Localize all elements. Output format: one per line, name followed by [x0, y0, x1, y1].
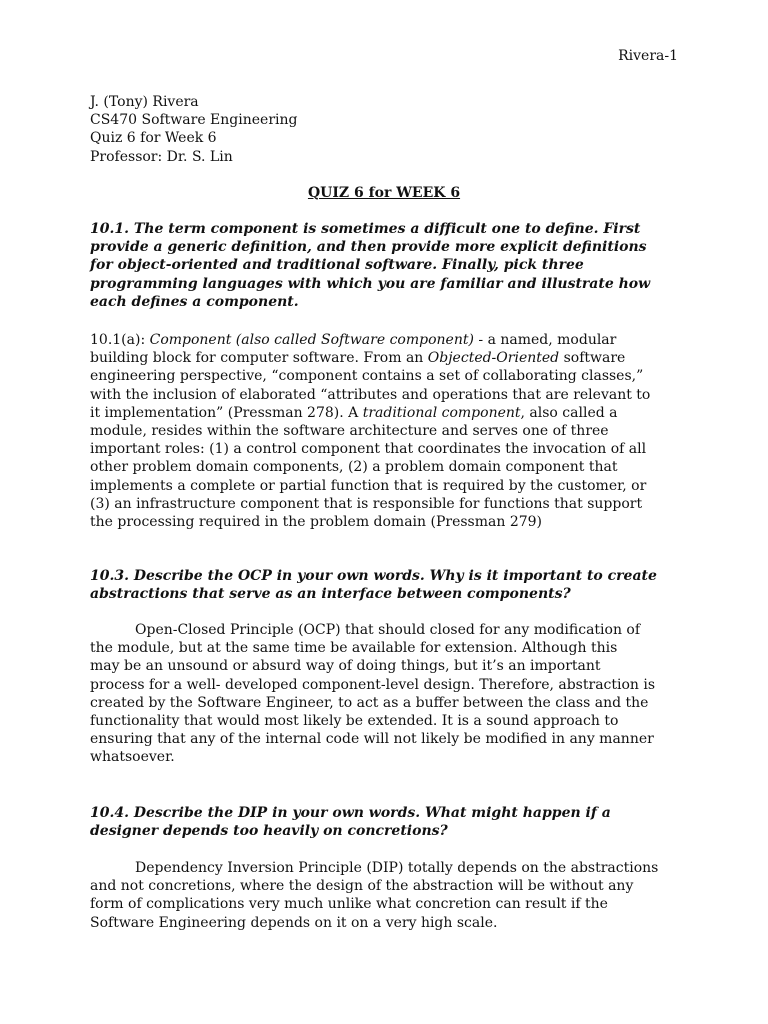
quiz-name: Quiz 6 for Week 6 [90, 130, 217, 147]
question-line: 10.3. Describe the OCP in your own words. Why is it important to create [90, 568, 657, 584]
page-title: QUIZ 6 for WEEK 6 [307, 185, 461, 201]
answer-line: engineering perspective, “component contains a set of collaborating classes,” [90, 368, 644, 385]
answer-10-4 [90, 859, 680, 932]
answer-line: the processing required in the problem domain (Pressman 279) [90, 514, 542, 531]
answer-text: building block for computer software. From an [90, 350, 428, 367]
answer-line: functionality that would most likely be extended. It is a sound approach to [90, 713, 619, 730]
question-line: for object-oriented and traditional software. Finally, pick three [90, 257, 584, 274]
question-line: 10.4. Describe the DIP in your own words. What might happen if a [90, 805, 611, 821]
course-name: CS470 Software Engineering [90, 112, 298, 129]
professor-name: Professor: Dr. S. Lin [90, 148, 233, 165]
page-header-label: Rivera-1 [618, 48, 678, 64]
answer-text: , also called a [520, 404, 618, 421]
answer-line: other problem domain components, (2) a problem domain component that [90, 459, 618, 476]
answer-emphasis: Objected-Oriented [427, 350, 560, 367]
answer-line: the module, but at the same time be available for extension. Although this [90, 640, 618, 657]
answer-line [90, 331, 680, 349]
answer-line [90, 349, 680, 367]
question-10-4 [90, 804, 680, 840]
question-line: abstractions that serve as an interface between components? [90, 586, 571, 603]
answer-10-1 [90, 331, 680, 531]
answer-line: process for a well- developed component-level design. Therefore, abstraction is [90, 676, 656, 693]
question-10-1 [90, 220, 680, 311]
question-line: each defines a component. [90, 293, 299, 310]
question-line: designer depends too heavily on concretions? [90, 823, 448, 840]
answer-text: - a named, modular [473, 332, 617, 348]
answer-10-3 [90, 621, 680, 767]
answer-line [90, 404, 680, 422]
answer-line: module, resides within the software architecture and serves one of three [90, 423, 609, 440]
answer-line: with the inclusion of elaborated “attributes and operations that are relevant to [90, 386, 651, 403]
answer-emphasis: traditional component [362, 404, 521, 421]
answer-emphasis: Component (also called Software component) [149, 332, 474, 348]
question-line: programming languages with which you are familiar and illustrate how [90, 275, 651, 292]
answer-line: Dependency Inversion Principle (DIP) totally depends on the abstractions [135, 860, 659, 876]
answer-line: important roles: (1) a control component that coordinates the invocation of all [90, 441, 647, 458]
answer-text: 10.1(a): [90, 332, 150, 348]
answer-text: it implementation” (Pressman 278). A [90, 404, 363, 421]
answer-line: implements a complete or partial function that is required by the customer, or [90, 477, 647, 494]
answer-line: Software Engineering depends on it on a very high scale. [90, 914, 498, 931]
answer-line: whatsoever. [90, 749, 175, 766]
answer-line: may be an unsound or absurd way of doing things, but it’s an important [90, 658, 601, 675]
author-info-block [90, 93, 297, 166]
author-name: J. (Tony) Rivera [90, 94, 199, 110]
question-line: provide a generic definition, and then provide more explicit definitions [90, 239, 647, 256]
answer-line: Open-Closed Principle (OCP) that should closed for any modification of [135, 622, 641, 638]
question-line: 10.1. The term component is sometimes a difficult one to define. First [90, 221, 641, 237]
question-10-3 [90, 567, 680, 603]
answer-line: (3) an infrastructure component that is responsible for functions that support [90, 495, 643, 512]
answer-line: and not concretions, where the design of the abstraction will be without any [90, 878, 634, 895]
answer-line: created by the Software Engineer, to act as a buffer between the class and the [90, 694, 649, 711]
answer-text: software [559, 350, 626, 367]
answer-line: ensuring that any of the internal code will not likely be modified in any manner [90, 731, 654, 748]
answer-line: form of complications very much unlike what concretion can result if the [90, 896, 608, 913]
